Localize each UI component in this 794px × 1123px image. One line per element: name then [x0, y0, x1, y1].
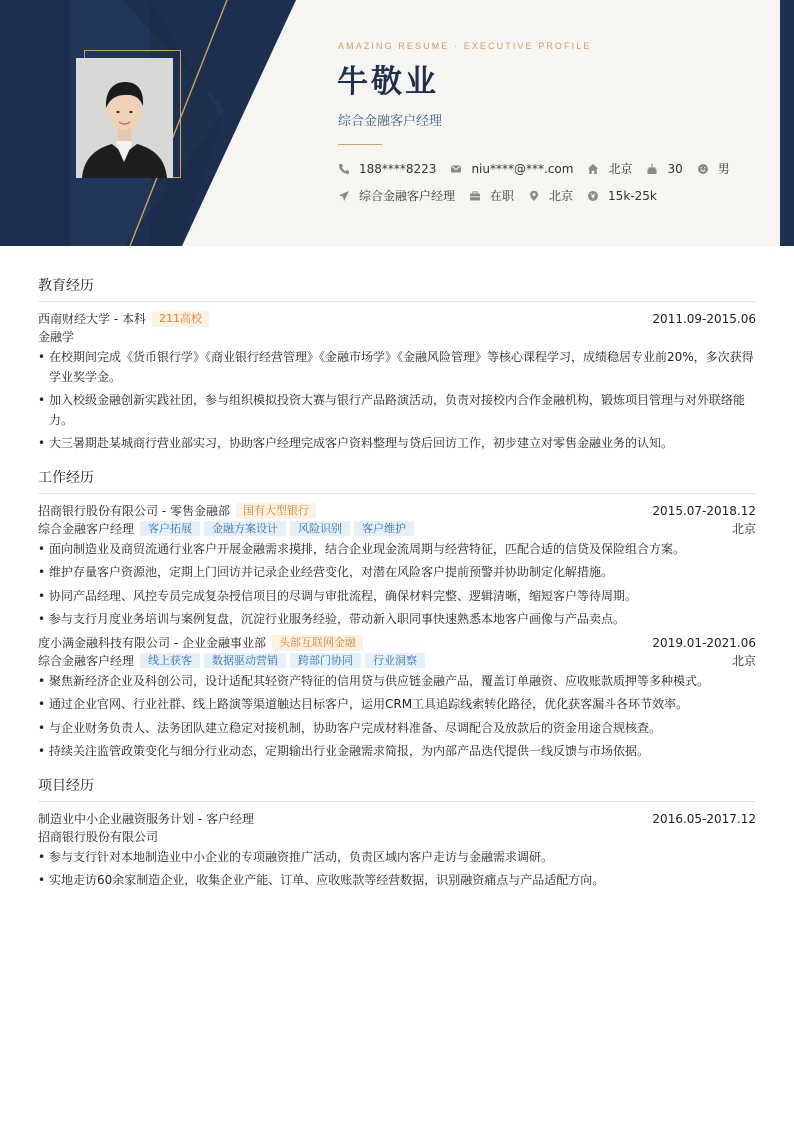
company-tag: 国有大型银行	[236, 503, 316, 519]
cake-icon	[646, 163, 658, 175]
phone-icon	[338, 163, 350, 175]
send-icon	[338, 190, 350, 202]
section-title: 项目经历	[38, 776, 756, 802]
smile-icon	[697, 163, 709, 175]
skill-tag: 行业洞察	[365, 653, 425, 668]
project-entry	[38, 810, 756, 891]
intent-city-text: 北京	[549, 189, 574, 203]
age-text: 30	[667, 161, 683, 176]
work-location: 北京	[731, 653, 756, 668]
project-bullets	[38, 848, 756, 891]
company-tag: 头部互联网金融	[272, 635, 363, 651]
list-item: • 持续关注监管政策变化与细分行业动态，定期输出行业金融需求简报，为内部产品迭代提供一线反馈与市场依据。	[38, 742, 756, 762]
phone-item	[338, 162, 436, 176]
gender-text: 男	[717, 162, 730, 176]
home-city-item	[587, 160, 632, 177]
list-item: • 维护存量客户资源池，定期上门回访并记录企业经营变化，对潜在风险客户提前预警并协助制定化解措施。	[38, 563, 756, 583]
education-section	[38, 276, 756, 454]
education-entry	[38, 310, 756, 454]
skill-tag: 客户拓展	[140, 521, 200, 536]
job-intent-row	[338, 187, 671, 204]
company-name: 招商银行股份有限公司 - 零售金融部	[38, 503, 230, 518]
gender-item	[697, 160, 730, 177]
resume-body	[38, 276, 756, 905]
skill-tag: 客户维护	[354, 521, 414, 536]
candidate-job-title: 综合金融客户经理	[338, 114, 443, 129]
age-item	[646, 162, 682, 176]
briefcase-icon	[469, 190, 481, 202]
project-date: 2016.05-2017.12	[652, 811, 756, 826]
list-item: • 加入校级金融创新实践社团，参与组织模拟投资大赛与银行产品路演活动，负责对接校内合作金融机构，锻炼项目管理与对外联络能力。	[38, 391, 756, 430]
email-text: niu****@***.com	[471, 161, 574, 176]
role-name: 综合金融客户经理	[38, 521, 135, 536]
work-section	[38, 468, 756, 762]
title-divider	[338, 144, 382, 145]
school-tag: 211高校	[152, 311, 209, 327]
right-edge-strip	[780, 0, 794, 246]
list-item: • 实地走访60余家制造企业，收集企业产能、订单、应收账款等经营数据，识别融资痛点与产品适配方向。	[38, 871, 756, 891]
contact-info-row	[338, 160, 744, 177]
project-name: 制造业中小企业融资服务计划 - 客户经理	[38, 811, 254, 826]
project-org: 招商银行股份有限公司	[38, 829, 159, 844]
status-item	[469, 187, 514, 204]
work-date: 2019.01-2021.06	[652, 635, 756, 650]
school-name: 西南财经大学 - 本科	[38, 312, 146, 326]
education-bullets	[38, 348, 756, 454]
section-title: 教育经历	[38, 276, 756, 302]
email-item	[450, 162, 573, 176]
phone-text: 188****8223	[359, 161, 437, 176]
money-icon	[587, 190, 599, 202]
work-location: 北京	[731, 521, 756, 536]
skill-tag: 数据驱动营销	[204, 653, 286, 668]
candidate-name: 牛敬业	[337, 64, 439, 100]
role-name: 综合金融客户经理	[38, 653, 135, 668]
list-item: • 聚焦新经济企业及科创公司，设计适配其轻资产特征的信用贷与供应链金融产品，覆盖订单融资、应收账款质押等多种模式。	[38, 672, 756, 692]
intent-position-item	[338, 187, 455, 204]
education-date: 2011.09-2015.06	[652, 312, 756, 326]
list-item: • 大三暑期赴某城商行营业部实习，协助客户经理完成客户资料整理与贷后回访工作，初步建立对零售金融业务的认知。	[38, 434, 756, 454]
home-city-text: 北京	[608, 162, 633, 176]
list-item: • 在校期间完成《货币银行学》《商业银行经营管理》《金融市场学》《金融风险管理》等核心课程学习，成绩稳居专业前20%，多次获得学业奖学金。	[38, 348, 756, 387]
home-icon	[587, 163, 599, 175]
salary-item	[587, 189, 657, 203]
work-entry	[38, 634, 756, 762]
list-item: • 通过企业官网、行业社群、线上路演等渠道触达目标客户，运用CRM工具追踪线索转化路径，优化获客漏斗各环节效率。	[38, 695, 756, 715]
resume-subtitle: AMAZING RESUME · EXECUTIVE PROFILE	[338, 41, 592, 51]
resume-header	[0, 0, 794, 246]
work-entry	[38, 502, 756, 630]
intent-city-item	[528, 187, 573, 204]
mail-icon	[450, 163, 462, 175]
major: 金融学	[38, 330, 75, 344]
skill-tag: 风险识别	[290, 521, 350, 536]
skill-tag: 跨部门协同	[290, 653, 361, 668]
status-text: 在职	[490, 189, 515, 203]
work-bullets	[38, 672, 756, 762]
skill-tag: 线上获客	[140, 653, 200, 668]
list-item: • 与企业财务负责人、法务团队建立稳定对接机制，协助客户完成材料准备、尽调配合及放款后的资金用途合规核查。	[38, 719, 756, 739]
intent-position-text: 综合金融客户经理	[359, 189, 456, 203]
list-item: • 参与支行月度业务培训与案例复盘，沉淀行业服务经验，带动新入职同事快速熟悉本地客户画像与产品卖点。	[38, 610, 756, 630]
projects-section	[38, 776, 756, 891]
profile-photo	[76, 58, 173, 178]
work-bullets	[38, 540, 756, 630]
section-title: 工作经历	[38, 468, 756, 494]
work-date: 2015.07-2018.12	[652, 503, 756, 518]
skill-tag: 金融方案设计	[204, 521, 286, 536]
salary-text: 15k-25k	[608, 188, 657, 203]
location-pin-icon	[528, 190, 540, 202]
company-name: 度小满金融科技有限公司 - 企业金融事业部	[38, 635, 266, 650]
list-item: • 面向制造业及商贸流通行业客户开展金融需求摸排，结合企业现金流周期与经营特征，匹配合适的信贷及保险组合方案。	[38, 540, 756, 560]
person-portrait-icon	[76, 58, 173, 178]
list-item: • 协同产品经理、风控专员完成复杂授信项目的尽调与审批流程，确保材料完整、逻辑清晰，缩短客户等待周期。	[38, 587, 756, 607]
list-item: • 参与支行针对本地制造业中小企业的专项融资推广活动，负责区域内客户走访与金融需求调研。	[38, 848, 756, 868]
